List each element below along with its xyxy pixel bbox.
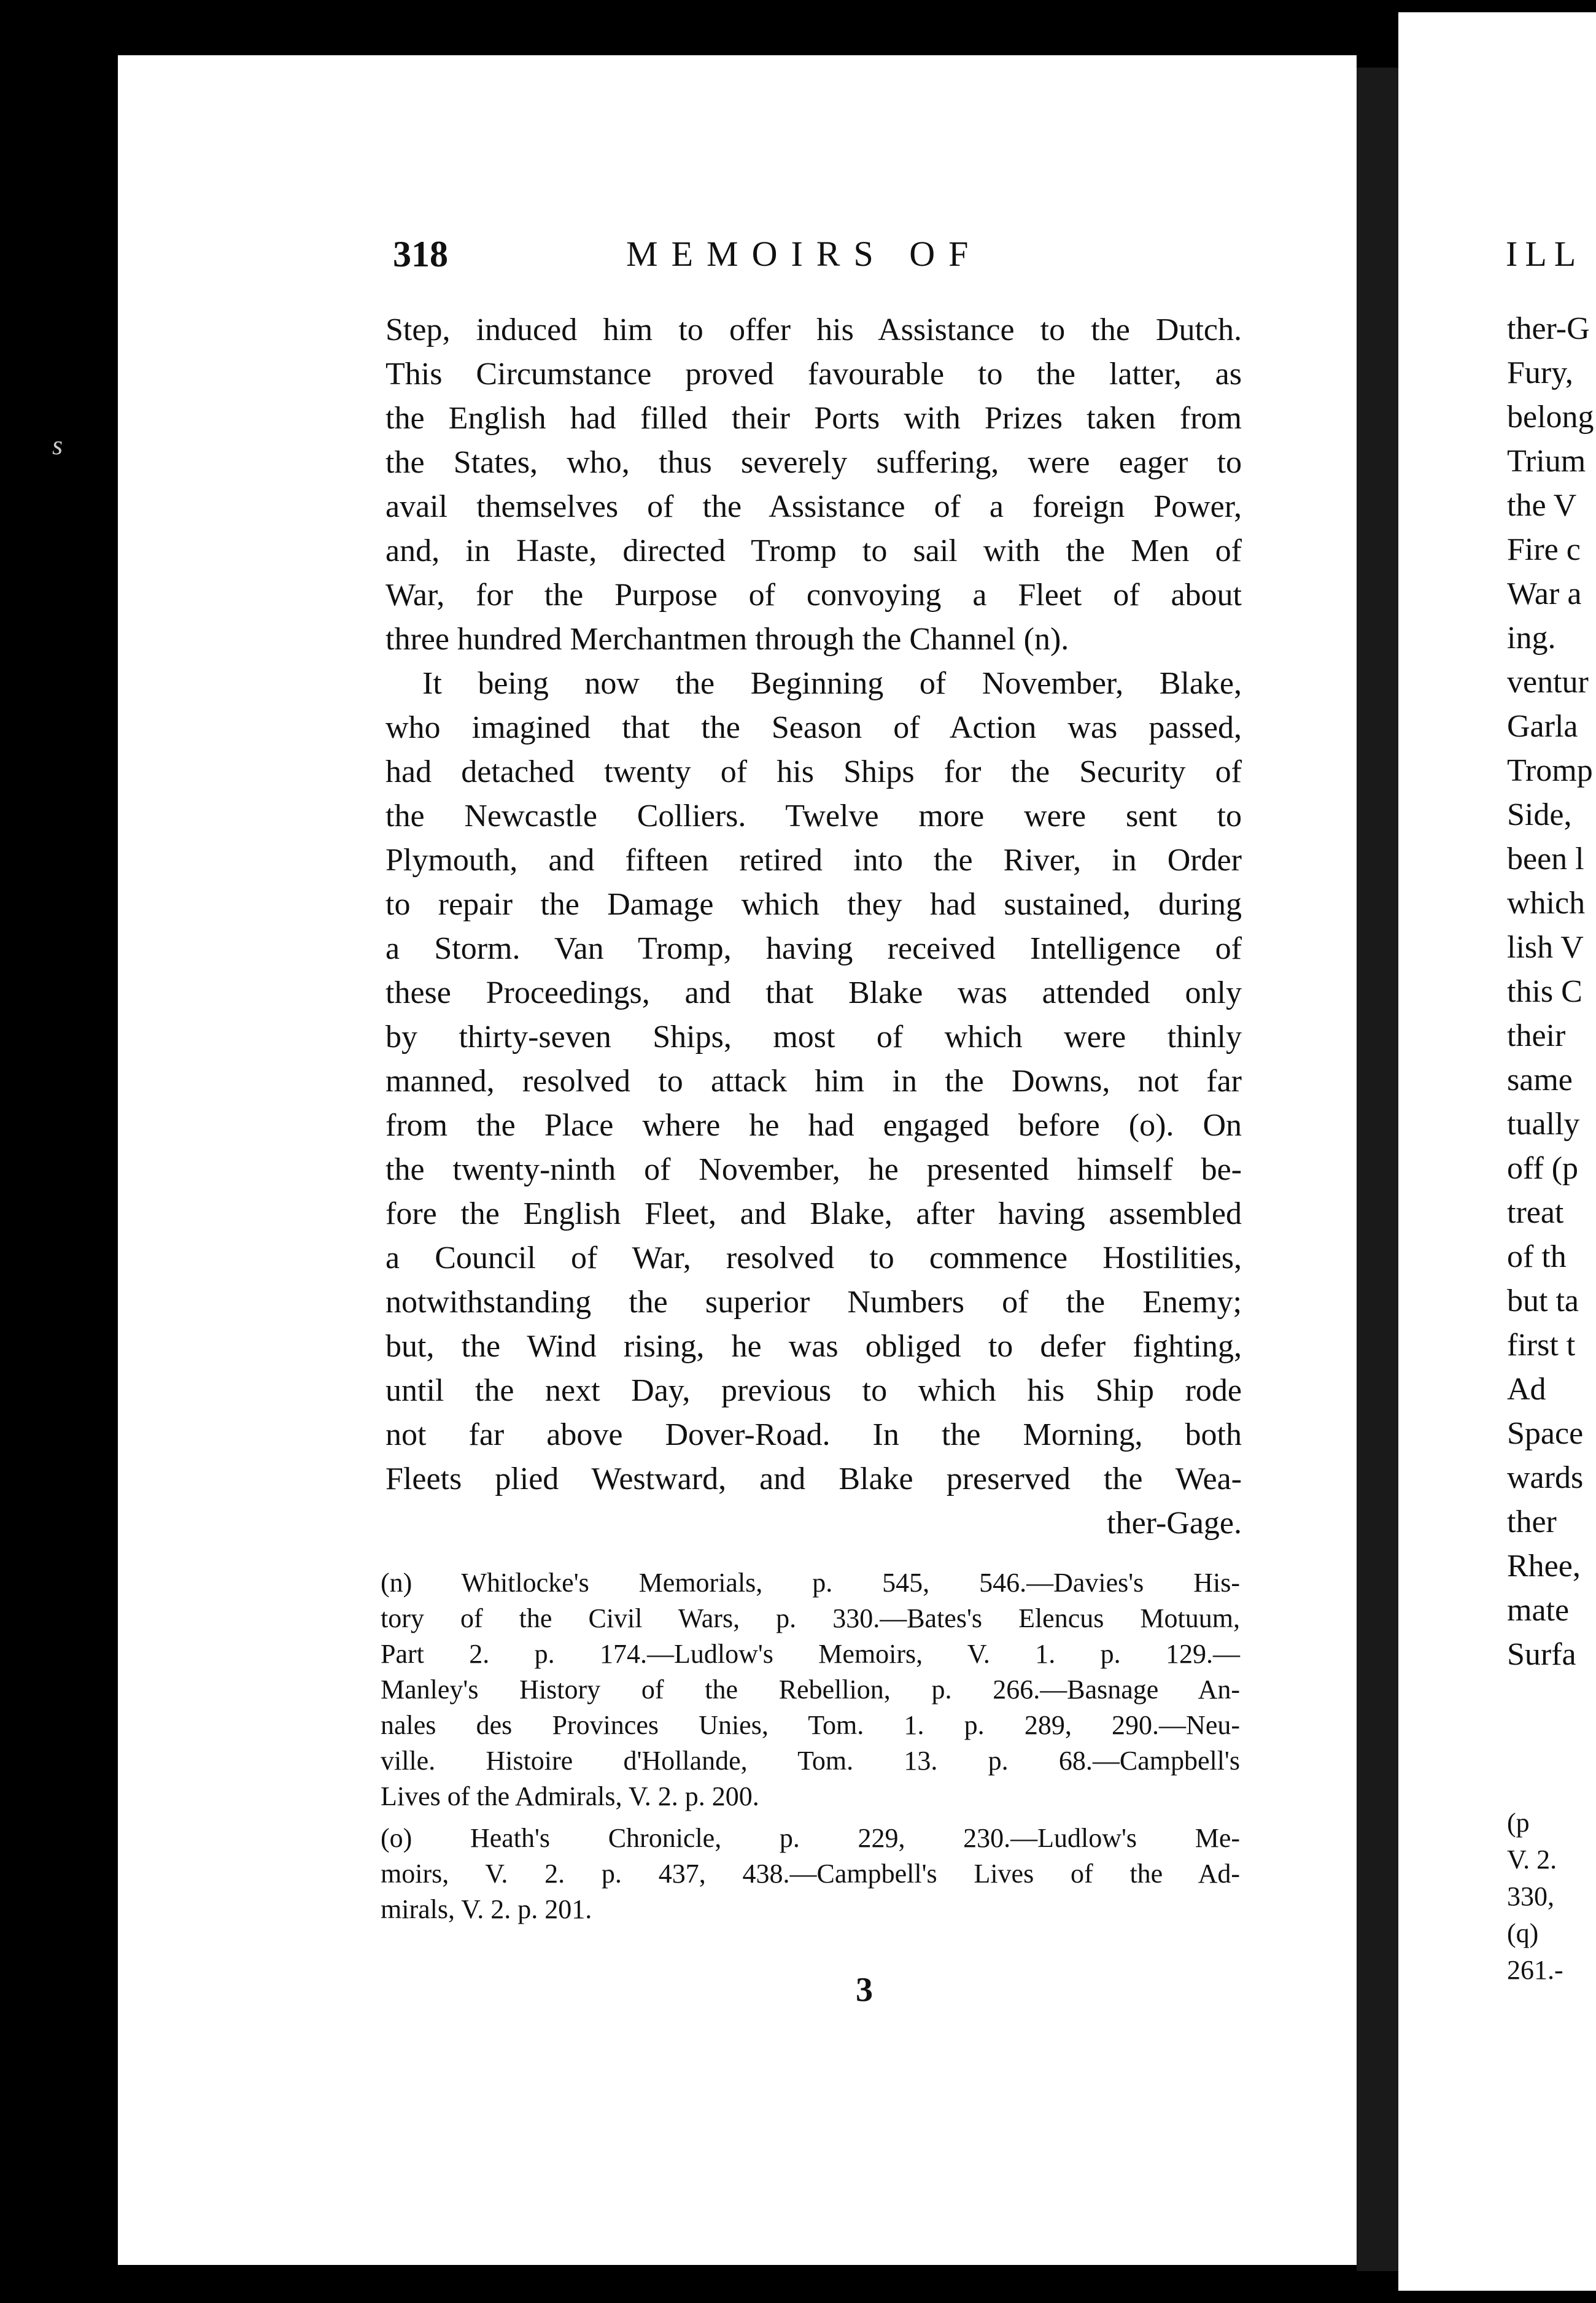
right-body-line: War a	[1507, 576, 1582, 611]
body-line: had detached twenty of his Ships for the Security of	[385, 754, 1242, 789]
body-line: the twenty-ninth of November, he presented himself be-	[385, 1152, 1242, 1187]
footnote-line: mirals, V. 2. p. 201.	[381, 1894, 592, 1924]
right-body-line: Tromp	[1507, 753, 1593, 788]
right-body-line: but ta	[1507, 1283, 1579, 1318]
right-footnote-line: (p	[1507, 1808, 1530, 1838]
footnote-line: nales des Provinces Unies, Tom. 1. p. 289, 290.—Neu-	[381, 1710, 1240, 1740]
body-line: a Storm. Van Tromp, having received Intelligence of	[385, 931, 1242, 966]
right-footnote-line: (q)	[1507, 1918, 1539, 1948]
right-body-line: off (p	[1507, 1151, 1579, 1186]
right-running-head: ILL	[1506, 234, 1584, 274]
body-line: these Proceedings, and that Blake was attended only	[385, 975, 1242, 1010]
right-body-line: Surfa	[1507, 1637, 1576, 1672]
body-line: Fleets plied Westward, and Blake preserved the Wea-	[385, 1461, 1242, 1496]
right-footnote-line: V. 2.	[1507, 1844, 1557, 1875]
right-body-line: tually	[1507, 1107, 1580, 1142]
right-body-line: the V	[1507, 488, 1577, 523]
page-number: 318	[393, 234, 448, 274]
right-body-line: ther-G	[1507, 311, 1590, 346]
body-line: but, the Wind rising, he was obliged to defer fighting,	[385, 1329, 1242, 1364]
body-line: War, for the Purpose of convoying a Fleet of about	[385, 578, 1242, 613]
right-body-line: ther	[1507, 1504, 1557, 1539]
body-line: Plymouth, and fifteen retired into the River, in Order	[385, 843, 1242, 878]
right-body-line: lish V	[1507, 930, 1584, 965]
right-body-line: their	[1507, 1018, 1566, 1053]
right-body-line: Fire c	[1507, 532, 1581, 567]
footnote-line: (o) Heath's Chronicle, p. 229, 230.—Ludlow's Me-	[381, 1823, 1240, 1853]
body-line: a Council of War, resolved to commence Hostilities,	[385, 1241, 1242, 1275]
body-line: This Circumstance proved favourable to the latter, as	[385, 357, 1242, 392]
right-body-line: belong	[1507, 400, 1594, 435]
body-line: not far above Dover-Road. In the Morning, both	[385, 1417, 1242, 1452]
right-body-line: wards	[1507, 1460, 1584, 1495]
running-head	[393, 233, 1252, 282]
body-line: by thirty-seven Ships, most of which were thinly	[385, 1020, 1242, 1055]
body-line: Step, induced him to offer his Assistance to the Dutch.	[385, 312, 1242, 347]
right-body-line: been l	[1507, 842, 1584, 877]
footnotes	[381, 1565, 1240, 1927]
right-body-line: Side,	[1507, 797, 1572, 832]
body-line: fore the English Fleet, and Blake, after having assembled	[385, 1196, 1242, 1231]
body-line: to repair the Damage which they had sustained, during	[385, 887, 1242, 922]
body-line: three hundred Merchantmen through the Channel (n).	[385, 622, 1069, 657]
footnote-line: Part 2. p. 174.—Ludlow's Memoirs, V. 1. p. 129.—	[381, 1639, 1240, 1669]
body-line: the States, who, thus severely suffering, were eager to	[385, 445, 1242, 480]
right-body-line: ventur	[1507, 665, 1589, 700]
signature-mark: 3	[856, 1971, 873, 2009]
footnote-line: Lives of the Admirals, V. 2. p. 200.	[381, 1781, 759, 1811]
body-line: until the next Day, previous to which his Ship rode	[385, 1373, 1242, 1408]
body-line: manned, resolved to attack him in the Downs, not far	[385, 1064, 1242, 1099]
body-line: notwithstanding the superior Numbers of the Enemy;	[385, 1285, 1242, 1320]
body-line: the Newcastle Colliers. Twelve more were sent to	[385, 799, 1242, 834]
right-body-text	[1507, 307, 1594, 1677]
body-line: and, in Haste, directed Tromp to sail with the Men of	[385, 533, 1242, 568]
right-body-line: treat	[1507, 1195, 1564, 1230]
right-body-line: Garla	[1507, 709, 1578, 744]
header-title: MEMOIRS OF	[626, 234, 982, 274]
body-line: It being now the Beginning of November, Blake,	[422, 666, 1242, 701]
body-line: from the Place where he had engaged before (o). On	[385, 1108, 1242, 1143]
footnote-n	[381, 1565, 1240, 1814]
right-body-line: Rhee,	[1507, 1549, 1581, 1584]
footnote-line: tory of the Civil Wars, p. 330.—Bates's Elencus Motuum,	[381, 1603, 1240, 1633]
body-line: the English had filled their Ports with Prizes taken from	[385, 401, 1242, 436]
footnote-line: moirs, V. 2. p. 437, 438.—Campbell's Lives of the Ad-	[381, 1859, 1240, 1889]
right-footnote-line: 261.-	[1507, 1955, 1563, 1985]
book-gutter	[1357, 68, 1398, 2271]
right-body-line: Trium	[1507, 444, 1586, 479]
right-body-line: this C	[1507, 974, 1582, 1009]
footnote-line: ville. Histoire d'Hollande, Tom. 13. p. 68.—Campbell's	[381, 1746, 1240, 1776]
body-line: avail themselves of the Assistance of a foreign Power,	[385, 489, 1242, 524]
right-body-line: Ad	[1507, 1372, 1546, 1407]
right-footnote-line: 330,	[1507, 1881, 1554, 1911]
right-body-line: Space	[1507, 1416, 1584, 1451]
right-body-line: mate	[1507, 1593, 1570, 1628]
body-line: who imagined that the Season of Action was passed,	[385, 710, 1242, 745]
right-body-line: ing.	[1507, 621, 1556, 656]
footnote-line: Manley's History of the Rebellion, p. 266.—Basnage An-	[381, 1674, 1240, 1705]
right-body-line: of th	[1507, 1239, 1567, 1274]
right-body-line: same	[1507, 1062, 1573, 1097]
right-footnotes	[1507, 1805, 1563, 1989]
footnote-o	[381, 1821, 1240, 1927]
right-body-line: first t	[1507, 1328, 1576, 1363]
right-body-line: Fury,	[1507, 355, 1573, 390]
margin-mark: s	[52, 430, 63, 460]
body-line: ther-Gage.	[1107, 1506, 1242, 1541]
right-page	[1398, 12, 1596, 2291]
body-text	[385, 308, 1242, 1546]
footnote-line: (n) Whitlocke's Memorials, p. 545, 546.—Davies's His-	[381, 1568, 1240, 1598]
right-body-line: which	[1507, 886, 1586, 921]
